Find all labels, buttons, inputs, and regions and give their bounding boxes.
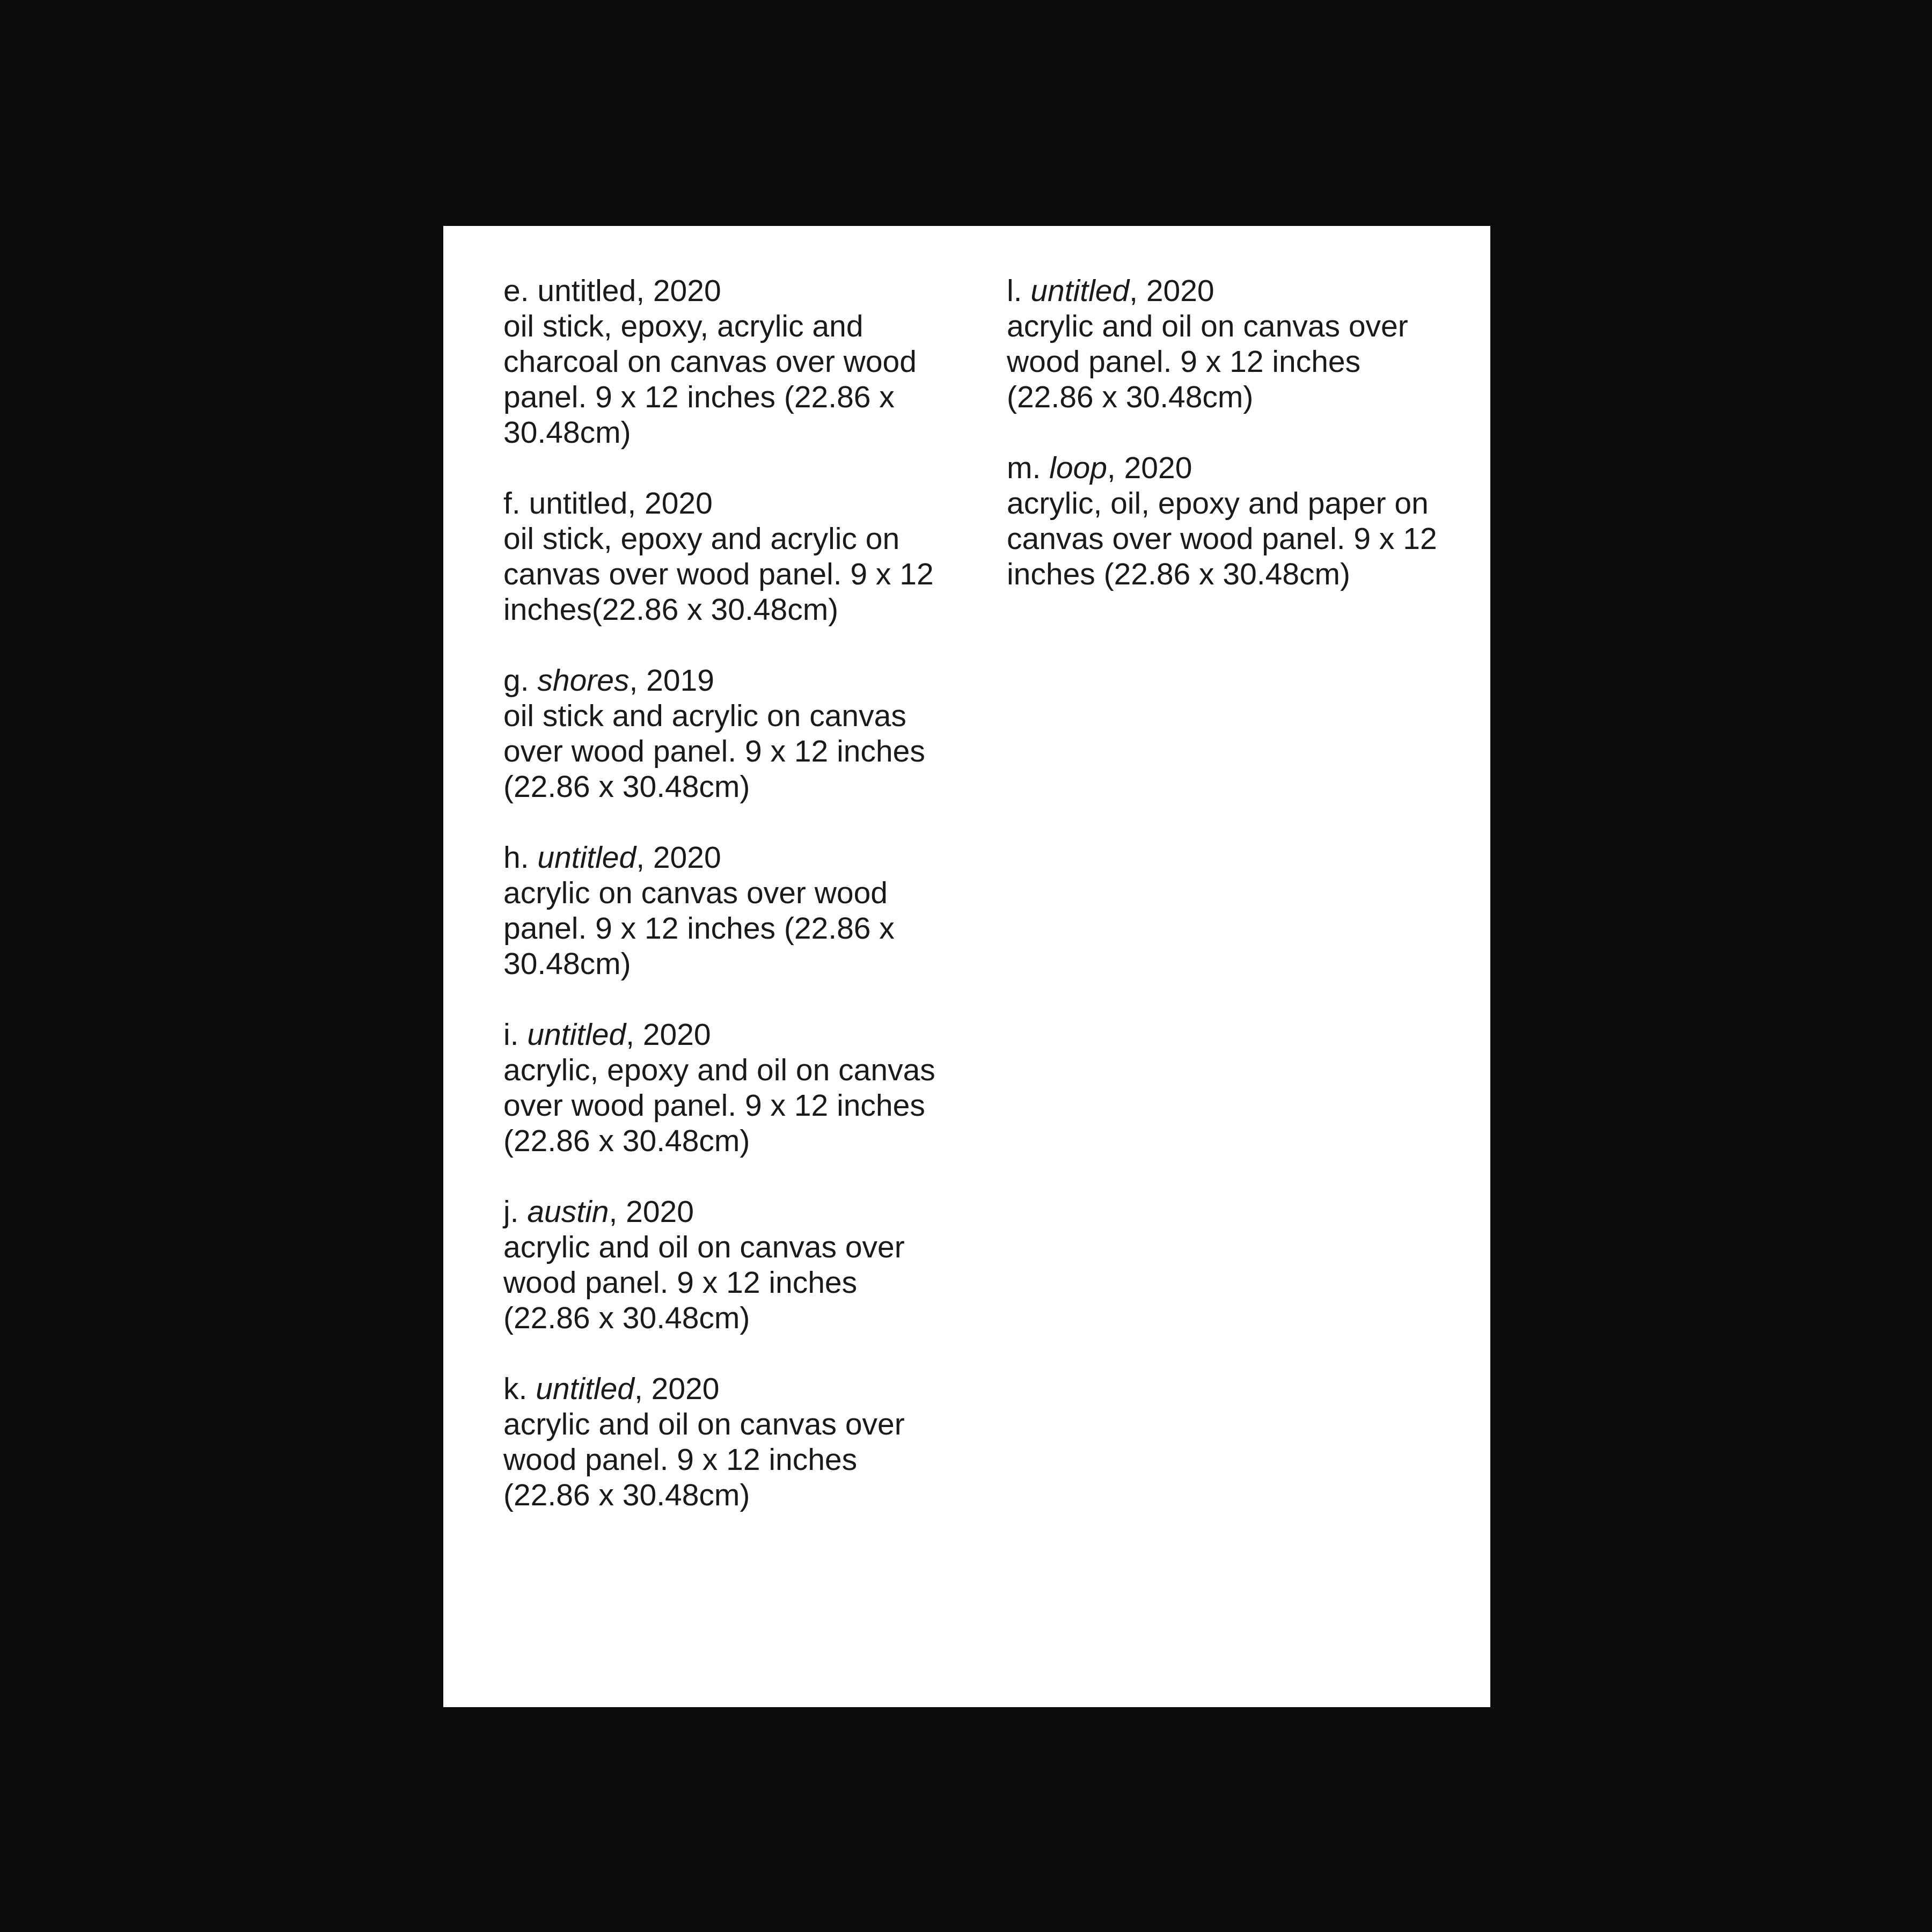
artwork-title: untitled [537, 840, 636, 875]
artwork-description: acrylic and oil on canvas over wood panel. 9 x 12 inches (22.86 x 30.48cm) [1007, 309, 1408, 414]
artwork-title-line [503, 273, 943, 309]
entry-letter: m. [1007, 451, 1050, 485]
artwork-description: oil stick, epoxy and acrylic on canvas over wood panel. 9 x 12 inches(22.86 x 30.48cm) [503, 522, 934, 627]
artwork-year: , 2020 [609, 1195, 694, 1229]
artwork-entry-m [1007, 450, 1447, 592]
artwork-title-line [503, 1017, 943, 1052]
artwork-description: acrylic, oil, epoxy and paper on canvas over wood panel. 9 x 12 inches (22.86 x 30.48cm) [1007, 486, 1437, 591]
artwork-title-line [503, 486, 943, 521]
artwork-description: acrylic, epoxy and oil on canvas over wood panel. 9 x 12 inches (22.86 x 30.48cm) [503, 1053, 935, 1158]
entry-letter: g. [503, 663, 538, 698]
artwork-title-line [1007, 450, 1447, 486]
left-column [503, 273, 943, 1548]
artwork-year: , 2020 [634, 1372, 720, 1406]
artwork-title: loop [1049, 451, 1107, 485]
artwork-entry-l [1007, 273, 1447, 415]
entry-letter: f. [503, 486, 529, 521]
artwork-title: untitled [529, 486, 628, 521]
artwork-description: acrylic and oil on canvas over wood panel. 9 x 12 inches (22.86 x 30.48cm) [503, 1407, 905, 1512]
artwork-entry-f [503, 486, 943, 627]
artwork-entry-k [503, 1371, 943, 1513]
artwork-description: oil stick, epoxy, acrylic and charcoal on canvas over wood panel. 9 x 12 inches (22.86 x 30.48cm) [503, 309, 917, 450]
artwork-year: , 2019 [629, 663, 714, 698]
artwork-title: austin [527, 1195, 609, 1229]
artwork-entry-h [503, 840, 943, 982]
artwork-year: , 2020 [626, 1018, 711, 1052]
entry-letter: j. [503, 1195, 528, 1229]
entry-letter: l. [1007, 274, 1031, 308]
right-column [1007, 273, 1447, 627]
artwork-year: , 2020 [1107, 451, 1192, 485]
artwork-title-line [503, 663, 943, 698]
entry-letter: h. [503, 840, 538, 875]
artwork-title: untitled [527, 1018, 626, 1052]
entry-letter: i. [503, 1018, 528, 1052]
artwork-year: , 2020 [627, 486, 713, 521]
artwork-title: untitled [537, 274, 636, 308]
artwork-year: , 2020 [636, 274, 721, 308]
artwork-description: acrylic on canvas over wood panel. 9 x 12 inches (22.86 x 30.48cm) [503, 876, 895, 981]
entry-letter: k. [503, 1372, 536, 1406]
artwork-year: , 2020 [636, 840, 721, 875]
catalog-sheet [443, 226, 1490, 1707]
artwork-description: acrylic and oil on canvas over wood panel. 9 x 12 inches (22.86 x 30.48cm) [503, 1230, 905, 1335]
artwork-entry-j [503, 1194, 943, 1336]
artwork-entry-e [503, 273, 943, 450]
artwork-description: oil stick and acrylic on canvas over wood panel. 9 x 12 inches (22.86 x 30.48cm) [503, 699, 925, 804]
artwork-title: untitled [536, 1372, 634, 1406]
artwork-title-line [503, 1371, 943, 1407]
artwork-title: untitled [1030, 274, 1130, 308]
entry-letter: e. [503, 274, 538, 308]
artwork-entry-g [503, 663, 943, 804]
artwork-title: shores [537, 663, 630, 698]
artwork-title-line [503, 1194, 943, 1230]
artwork-title-line [1007, 273, 1447, 309]
artwork-title-line [503, 840, 943, 875]
artwork-year: , 2020 [1129, 274, 1214, 308]
artwork-entry-i [503, 1017, 943, 1159]
